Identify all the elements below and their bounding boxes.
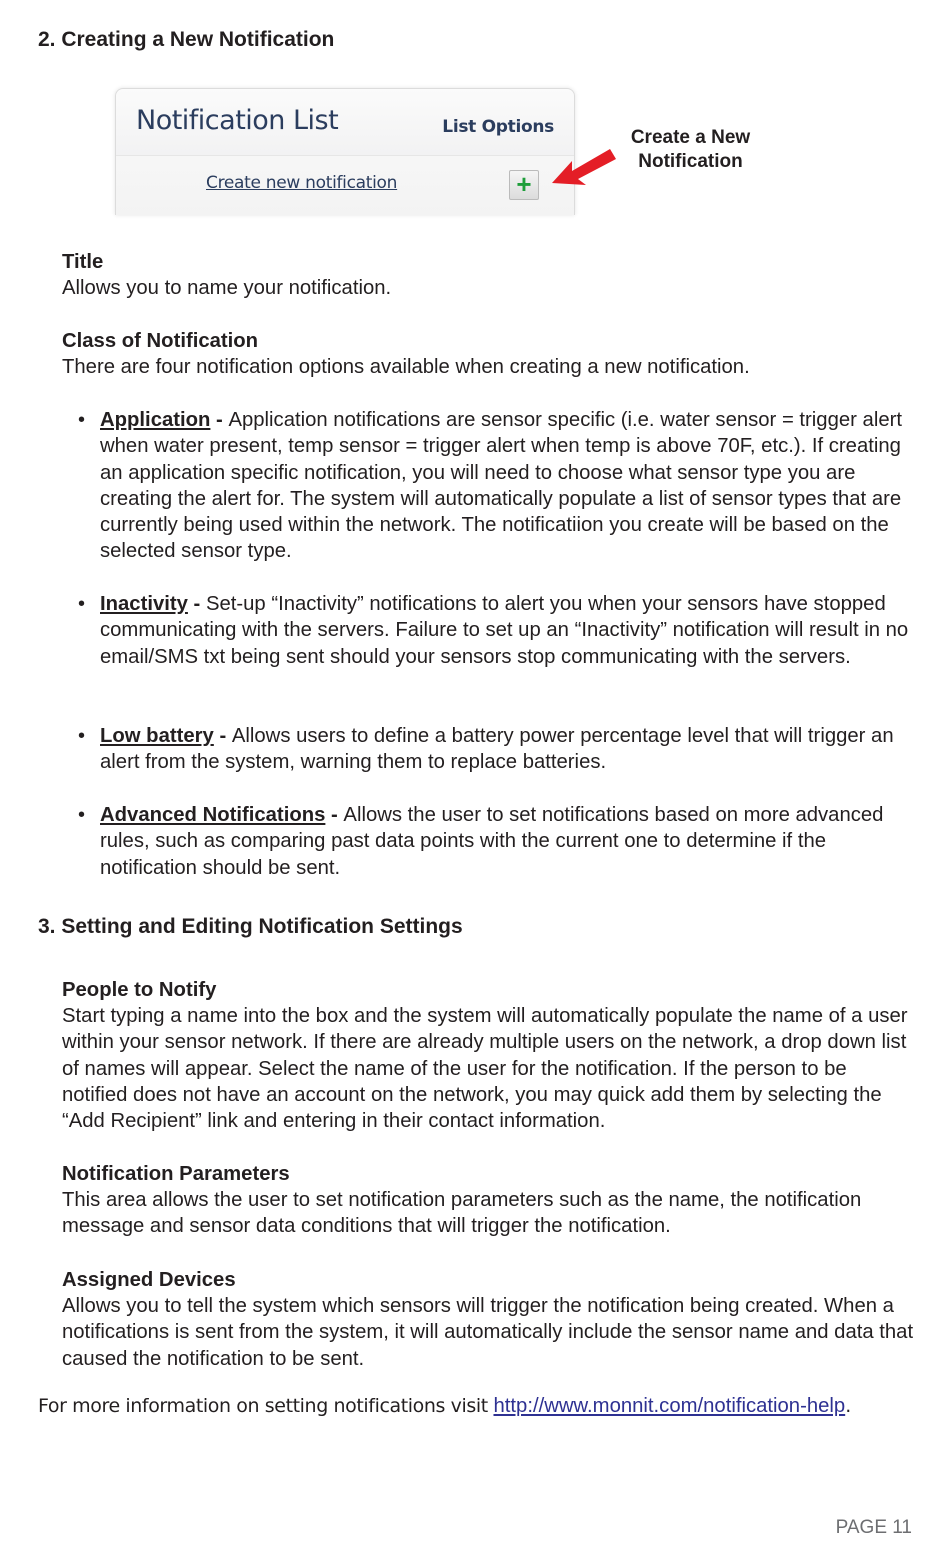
notification-help-link[interactable]: http://www.monnit.com/notification-help [493, 1395, 846, 1417]
red-arrow-icon [550, 145, 616, 189]
notification-list-screenshot [115, 88, 575, 215]
people-to-notify-block [62, 977, 917, 1134]
bullet-text: Allows users to define a battery power percentage level that will trigger an alert from the system, warning them to replace batteries. [100, 725, 894, 774]
add-notification-button[interactable]: + [509, 170, 539, 200]
footer-text: For more information on setting notifications visit [38, 1395, 494, 1417]
bullet-text: Application notifications are sensor specific (i.e. water sensor = trigger alert when water present, temp sensor = trigger alert when temp is above 70F, etc.). If creating an application specific notification, you will need to choose what sensor type you are creating the alert for. The system will automatically populate a list of sensor types that are currently being used within the network. The notificatiion you create will be based on the selected sensor type. [100, 409, 902, 563]
section-heading-settings: 3. Setting and Editing Notification Settings [38, 915, 463, 938]
bullet-icon: • [78, 725, 86, 747]
dash: - [187, 593, 206, 615]
bullet-low-battery [78, 723, 918, 776]
title-text: Allows you to name your notification. [62, 277, 392, 299]
bullet-application [78, 407, 918, 565]
list-options-link[interactable]: List Options [442, 117, 554, 137]
block-heading: Assigned Devices [62, 1269, 236, 1291]
bullet-icon: • [78, 409, 86, 431]
title-heading: Title [62, 251, 104, 273]
bullet-label: Inactivity [100, 593, 188, 615]
notification-list-title: Notification List [136, 105, 339, 136]
class-heading: Class of Notification [62, 330, 259, 352]
title-block [62, 249, 917, 301]
bullet-icon: • [78, 804, 86, 826]
page-number: PAGE 11 [835, 1517, 912, 1538]
class-text: There are four notification options available when creating a new notification. [62, 356, 750, 378]
block-text: Allows you to tell the system which sensors will trigger the notification being created. When a notifications is sent from the system, it will automatically include the sensor name and data that caused the notification to be sent. [62, 1295, 914, 1370]
dash: - [325, 804, 344, 826]
bullet-advanced [78, 802, 918, 881]
create-new-notification-link[interactable]: Create new notification [206, 173, 398, 193]
footer-note [38, 1395, 851, 1418]
assigned-devices-block [62, 1267, 917, 1372]
bullet-icon: • [78, 593, 86, 615]
dash: - [213, 725, 232, 747]
footer-end: . [845, 1395, 851, 1417]
bullet-label: Application [100, 409, 211, 431]
section-heading-creating: 2. Creating a New Notification [38, 28, 335, 51]
class-block [62, 328, 917, 380]
block-heading: Notification Parameters [62, 1163, 290, 1185]
block-text: Start typing a name into the box and the system will automatically populate the name of a user within your sensor network. If there are already multiple users on the network, a drop down list of names will appear. Select the name of the user for the notification. If the person to be notified does not have an account on the network, you may quick add them by selecting the “Add Recipient” link and entering in their contact information. [62, 1005, 908, 1133]
bullet-inactivity [78, 591, 918, 670]
notification-parameters-block [62, 1161, 917, 1240]
bullet-text: Allows the user to set notifications based on more advanced rules, such as comparing past data points with the current one to determine if the notification should be sent. [100, 804, 884, 879]
dash: - [210, 409, 229, 431]
bullet-text: Set-up “Inactivity” notifications to alert you when your sensors have stopped communicating with the servers. Failure to set up an “Inactivity” notification will result in no email/SMS txt being sent should your sensors stop communicating with the servers. [100, 593, 909, 668]
create-notification-callout: Create a New Notification [630, 127, 751, 172]
block-text: This area allows the user to set notification parameters such as the name, the notification message and sensor data conditions that will trigger the notification. [62, 1189, 862, 1238]
bullet-label: Low battery [100, 725, 214, 747]
bullet-label: Advanced Notifications [100, 804, 326, 826]
block-heading: People to Notify [62, 979, 217, 1001]
